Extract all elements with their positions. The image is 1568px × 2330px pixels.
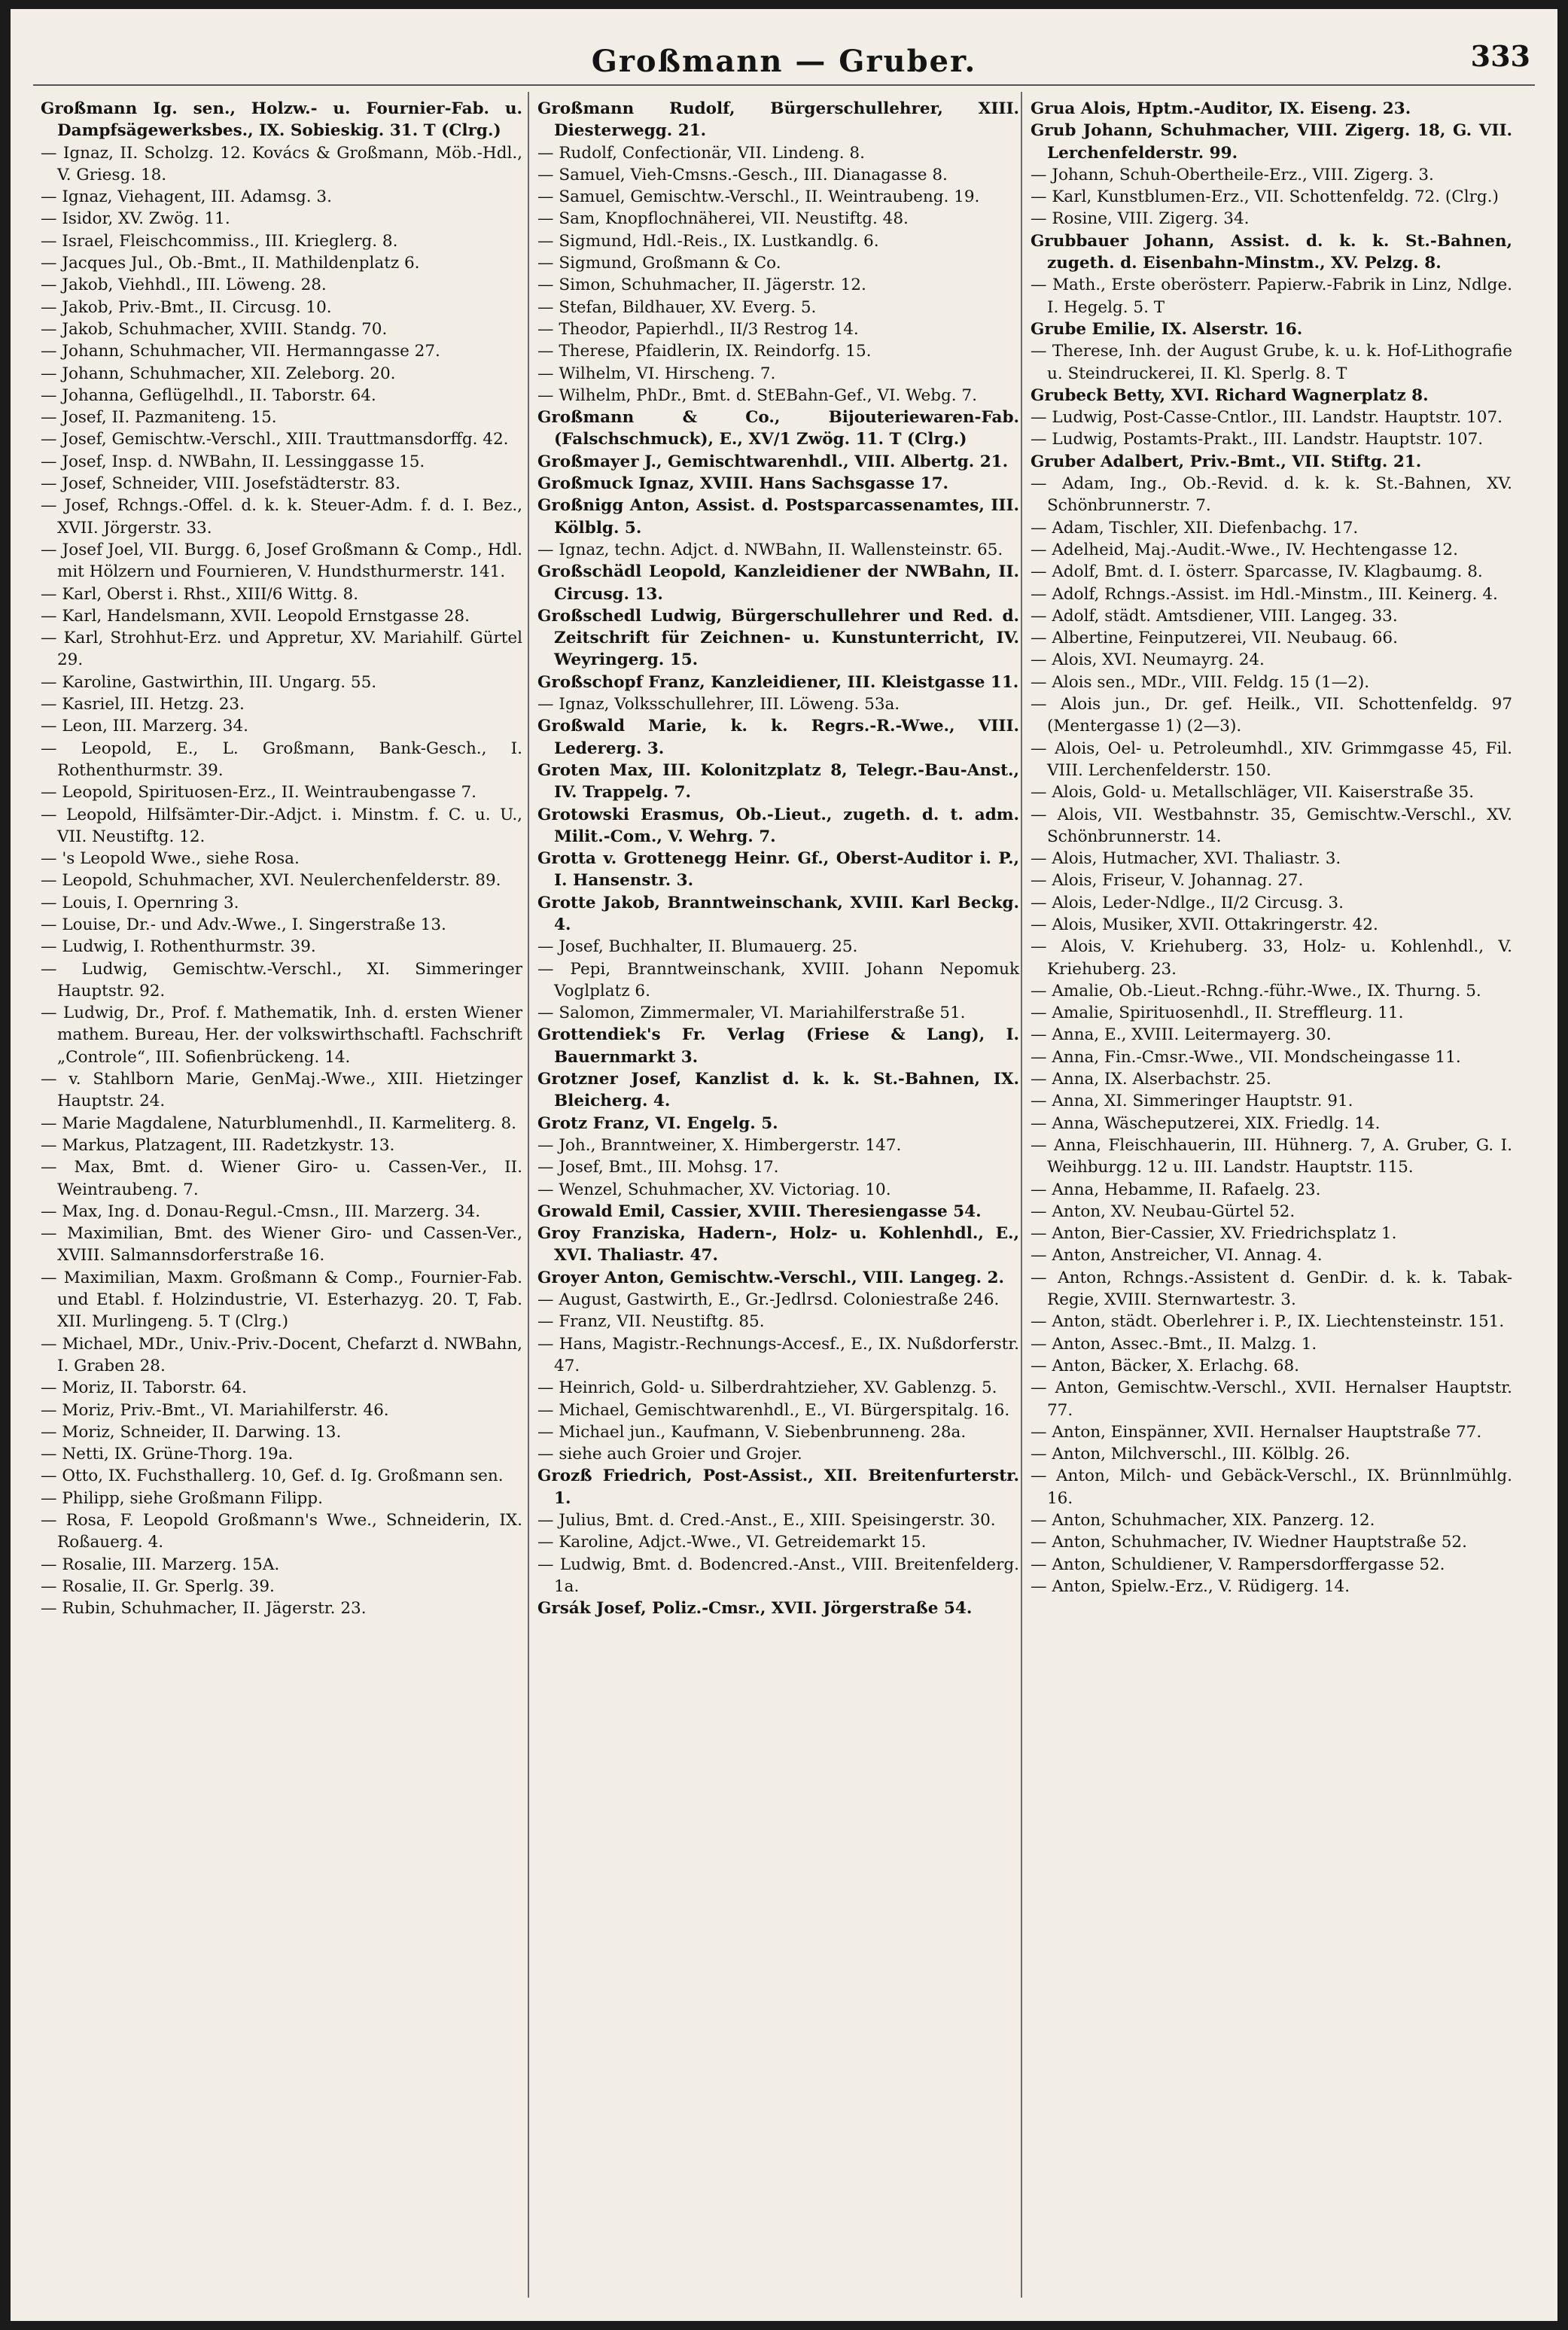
directory-entry: — Albertine, Feinputzerei, VII. Neubaug. 66.	[1031, 629, 1398, 648]
directory-entry: — Sam, Knopflochnäherei, VII. Neustiftg. 48.	[537, 209, 909, 229]
directory-entry: Groten Max, III. Kolonitzplatz 8, Telegr.-Bau-Anst., IV. Trappelg. 7.	[537, 760, 1019, 803]
directory-entry: Grsák Josef, Poliz.-Cmsr., XVII. Jörgerstraße 54.	[537, 1599, 973, 1619]
directory-entry: Großmayer J., Gemischtwarenhdl., VIII. Albertg. 21.	[537, 452, 1009, 471]
page-number: 333	[1470, 39, 1530, 73]
page-header	[11, 39, 1557, 79]
directory-entry: — Anna, IX. Alserbachstr. 25.	[1031, 1070, 1271, 1089]
directory-entry: — Marie Magdalene, Naturblumenhdl., II. Karmeliterg. 8.	[41, 1113, 516, 1133]
directory-entry: Grotta v. Grottenegg Heinr. Gf., Oberst-Auditor i. P., I. Hansenstr. 3.	[537, 849, 1019, 891]
directory-entry: — Ignaz, Volksschullehrer, III. Löweng. 53a.	[537, 695, 900, 714]
directory-entry: Grozß Friedrich, Post-Assist., XII. Breitenfurterstr. 1.	[537, 1467, 1019, 1508]
directory-entry: — Anton, Assec.-Bmt., II. Malzg. 1.	[1031, 1334, 1317, 1354]
directory-entry: — Josef, Schneider, VIII. Josefstädterstr. 83.	[41, 474, 400, 494]
directory-entry: — Josef, Gemischtw.-Verschl., XIII. Trauttmansdorffg. 42.	[41, 430, 509, 449]
directory-entry: — Rosine, VIII. Zigerg. 34.	[1031, 209, 1250, 229]
directory-entry: Grottendiek's Fr. Verlag (Friese & Lang), I. Bauernmarkt 3.	[537, 1025, 1019, 1067]
directory-entry: — Alois jun., Dr. gef. Heilk., VII. Schottenfeldg. 97 (Mentergasse 1) (2—3).	[1031, 695, 1512, 736]
directory-entry: — Samuel, Vieh-Cmsns.-Gesch., III. Dianagasse 8.	[537, 165, 948, 184]
directory-entry: — 's Leopold Wwe., siehe Rosa.	[41, 849, 300, 869]
directory-entry: — Jakob, Viehhdl., III. Löweng. 28.	[41, 276, 327, 295]
directory-entry: — Anton, Bäcker, X. Erlachg. 68.	[1031, 1356, 1299, 1375]
directory-entry: Grube Emilie, IX. Alserstr. 16.	[1031, 319, 1303, 339]
directory-entry: Großnigg Anton, Assist. d. Postsparcassenamtes, III. Kölblg. 5.	[537, 496, 1019, 538]
directory-entry: — Amalie, Spirituosenhdl., II. Streffleurg. 11.	[1031, 1004, 1404, 1023]
directory-entry: — Julius, Bmt. d. Cred.-Anst., E., XIII. Speisingerstr. 30.	[537, 1511, 996, 1530]
directory-entry: — Alois, V. Kriehuberg. 33, Holz- u. Kohlenhdl., V. Kriehuberg. 23.	[1031, 937, 1512, 979]
directory-entry: — Joh., Branntweiner, X. Himbergerstr. 147.	[537, 1135, 902, 1155]
directory-entry: — Wilhelm, PhDr., Bmt. d. StEBahn-Gef., VI. Webg. 7.	[537, 385, 977, 405]
directory-entry: — Ignaz, II. Scholzg. 12. Kovács & Großmann, Möb.-Hdl., V. Griesg. 18.	[41, 143, 522, 184]
directory-entry: — Leopold, Hilfsämter-Dir.-Adjct. i. Minstm. f. C. u. U., VII. Neustiftg. 12.	[41, 805, 522, 846]
directory-entry: — siehe auch Groier und Grojer.	[537, 1445, 802, 1464]
directory-entry: — Louise, Dr.- und Adv.-Wwe., I. Singerstraße 13.	[41, 915, 446, 934]
column-right	[1031, 98, 1512, 1597]
header-rule	[33, 84, 1535, 86]
directory-entry: — Alois, Gold- u. Metallschläger, VII. Kaiserstraße 35.	[1031, 783, 1475, 803]
directory-entry: — Michael jun., Kaufmann, V. Siebenbrunneng. 28a.	[537, 1422, 967, 1442]
directory-entry: — Anna, Hebamme, II. Rafaelg. 23.	[1031, 1180, 1321, 1199]
directory-entry: Grua Alois, Hptm.-Auditor, IX. Eiseng. 23.	[1031, 99, 1411, 118]
directory-entry: — Anna, Fin.-Cmsr.-Wwe., VII. Mondscheingasse 11.	[1031, 1047, 1461, 1067]
directory-entry: — Anna, E., XVIII. Leitermayerg. 30.	[1031, 1025, 1332, 1045]
directory-entry: — Rubin, Schuhmacher, II. Jägerstr. 23.	[41, 1599, 367, 1619]
directory-entry: — Leopold, E., L. Großmann, Bank-Gesch., I. Rothenthurmstr. 39.	[41, 739, 522, 780]
directory-page	[11, 9, 1557, 2321]
directory-entry: — Rosalie, III. Marzerg. 15A.	[41, 1555, 280, 1574]
directory-entry: — Karl, Kunstblumen-Erz., VII. Schottenfeldg. 72. (Clrg.)	[1031, 187, 1499, 207]
directory-entry: — Michael, MDr., Univ.-Priv.-Docent, Chefarzt d. NWBahn, I. Graben 28.	[41, 1334, 522, 1375]
directory-entry: — Adelheid, Maj.-Audit.-Wwe., IV. Hechtengasse 12.	[1031, 540, 1458, 559]
directory-entry: — Ignaz, Viehagent, III. Adamsg. 3.	[41, 187, 332, 207]
directory-entry: — Moriz, II. Taborstr. 64.	[41, 1378, 248, 1398]
directory-entry: — Anna, XI. Simmeringer Hauptstr. 91.	[1031, 1092, 1353, 1111]
directory-entry: — Alois, XVI. Neumayrg. 24.	[1031, 650, 1265, 670]
directory-entry: — Ludwig, Post-Casse-Cntlor., III. Landstr. Hauptstr. 107.	[1031, 408, 1503, 428]
directory-entry: — Josef, Rchngs.-Offel. d. k. k. Steuer-Adm. f. d. I. Bez., XVII. Jörgerstr. 33.	[41, 496, 522, 538]
directory-entry: — Karl, Strohhut-Erz. und Appretur, XV. Mariahilf. Gürtel 29.	[41, 629, 522, 670]
directory-entry: — Maximilian, Bmt. des Wiener Giro- und Cassen-Ver., XVIII. Salmannsdorferstraße 16.	[41, 1224, 522, 1266]
directory-entry: — Karl, Handelsmann, XVII. Leopold Ernstgasse 28.	[41, 606, 470, 626]
directory-entry: — Anton, XV. Neubau-Gürtel 52.	[1031, 1202, 1296, 1221]
directory-entry: — Anton, Milchverschl., III. Kölblg. 26.	[1031, 1445, 1350, 1464]
directory-entry: — Johann, Schuhmacher, VII. Hermanngasse 27.	[41, 342, 440, 361]
directory-entry: — Karoline, Gastwirthin, III. Ungarg. 55.	[41, 672, 377, 692]
directory-entry: — Max, Bmt. d. Wiener Giro- u. Cassen-Ver., II. Weintraubeng. 7.	[41, 1158, 522, 1199]
directory-entry: — Jakob, Priv.-Bmt., II. Circusg. 10.	[41, 297, 332, 317]
directory-entry: — Anton, Bier-Cassier, XV. Friedrichsplatz 1.	[1031, 1224, 1397, 1244]
directory-entry: — Amalie, Ob.-Lieut.-Rchng.-führ.-Wwe., IX. Thurng. 5.	[1031, 981, 1481, 1001]
directory-entry: — Adolf, Rchngs.-Assist. im Hdl.-Minstm., III. Keinerg. 4.	[1031, 584, 1498, 604]
directory-entry: — Anna, Fleischhauerin, III. Hühnerg. 7, A. Gruber, G. I. Weihburgg. 12 u. III. Landstr. Hauptstr. 115.	[1031, 1135, 1512, 1177]
column-divider	[1021, 92, 1022, 2298]
directory-entry: — Rosa, F. Leopold Großmann's Wwe., Schneiderin, IX. Roßauerg. 4.	[41, 1511, 522, 1552]
directory-entry: — Rudolf, Confectionär, VII. Lindeng. 8.	[537, 143, 865, 163]
directory-entry: — Markus, Platzagent, III. Radetzkystr. 13.	[41, 1135, 395, 1155]
directory-entry: — Stefan, Bildhauer, XV. Everg. 5.	[537, 297, 817, 317]
directory-entry: Großschädl Leopold, Kanzleidiener der NWBahn, II. Circusg. 13.	[537, 562, 1019, 604]
directory-entry: — Kasriel, III. Hetzg. 23.	[41, 695, 245, 714]
directory-entry: — Samuel, Gemischtw.-Verschl., II. Weintraubeng. 19.	[537, 187, 980, 207]
directory-entry: — Therese, Pfaidlerin, IX. Reindorfg. 15.	[537, 342, 872, 361]
directory-entry: — Otto, IX. Fuchsthallerg. 10, Gef. d. Ig. Großmann sen.	[41, 1467, 504, 1486]
directory-entry: — Hans, Magistr.-Rechnungs-Accesf., E., IX. Nußdorferstr. 47.	[537, 1334, 1019, 1375]
directory-entry: — Anton, städt. Oberlehrer i. P., IX. Liechtensteinstr. 151.	[1031, 1312, 1505, 1332]
directory-entry: — Adolf, städt. Amtsdiener, VIII. Langeg. 33.	[1031, 606, 1398, 626]
directory-entry: Grub Johann, Schuhmacher, VIII. Zigerg. 18, G. VII. Lerchenfelderstr. 99.	[1031, 121, 1512, 163]
directory-entry: — Simon, Schuhmacher, II. Jägerstr. 12.	[537, 276, 866, 295]
directory-entry: Gruber Adalbert, Priv.-Bmt., VII. Stiftg. 21.	[1031, 452, 1422, 471]
directory-entry: Grotzner Josef, Kanzlist d. k. k. St.-Bahnen, IX. Bleicherg. 4.	[537, 1070, 1019, 1111]
directory-entry: — Alois, Leder-Ndlge., II/2 Circusg. 3.	[1031, 893, 1344, 912]
directory-entry: — Maximilian, Maxm. Großmann & Comp., Fournier-Fab. und Etabl. f. Holzindustrie, VI. Esterhazyg. 20. T, Fab. XII. Murlingeng. 5. T (Clrg.)	[41, 1268, 522, 1332]
directory-entry: — Johann, Schuh-Obertheile-Erz., VIII. Zigerg. 3.	[1031, 165, 1434, 184]
running-title: Großmann — Gruber.	[591, 44, 977, 79]
directory-entry: — Leopold, Schuhmacher, XVI. Neulerchenfelderstr. 89.	[41, 871, 501, 891]
directory-entry: — Anton, Spielw.-Erz., V. Rüdigerg. 14.	[1031, 1576, 1350, 1596]
directory-entry: — Alois, Musiker, XVII. Ottakringerstr. 42.	[1031, 915, 1378, 934]
directory-entry: — Alois, Friseur, V. Johannag. 27.	[1031, 871, 1304, 891]
directory-entry: — Anton, Schuhmacher, XIX. Panzerg. 12.	[1031, 1511, 1375, 1530]
directory-entry: — Anton, Einspänner, XVII. Hernalser Hauptstraße 77.	[1031, 1422, 1482, 1442]
directory-entry: Grubeck Betty, XVI. Richard Wagnerplatz 8.	[1031, 385, 1429, 405]
column-middle	[537, 98, 1019, 1619]
directory-entry: — Johann, Schuhmacher, XII. Zeleborg. 20.	[41, 364, 396, 383]
directory-entry: — Michael, Gemischtwarenhdl., E., VI. Bürgerspitalg. 16.	[537, 1400, 1010, 1420]
directory-entry: — Sigmund, Hdl.-Reis., IX. Lustkandlg. 6.	[537, 231, 879, 251]
directory-entry: — Josef Joel, VII. Burgg. 6, Josef Großmann & Comp., Hdl. mit Hölzern und Fournieren, V. Hundsthurmerstr. 141.	[41, 540, 522, 582]
directory-entry: — Max, Ing. d. Donau-Regul.-Cmsn., III. Marzerg. 34.	[41, 1202, 481, 1221]
directory-entry: — Louis, I. Opernring 3.	[41, 893, 239, 912]
directory-entry: — Heinrich, Gold- u. Silberdrahtzieher, XV. Gablenzg. 5.	[537, 1378, 997, 1398]
directory-entry: — Anton, Gemischtw.-Verschl., XVII. Hernalser Hauptstr. 77.	[1031, 1378, 1512, 1420]
directory-entry: — Jakob, Schuhmacher, XVIII. Standg. 70.	[41, 319, 388, 339]
directory-entry: Großschopf Franz, Kanzleidiener, III. Kleistgasse 11.	[537, 672, 1019, 692]
directory-entry: Großschedl Ludwig, Bürgerschullehrer und Red. d. Zeitschrift für Zeichnen- u. Kunstunterricht, IV. Weyringerg. 15.	[537, 606, 1019, 670]
directory-entry: — Ludwig, I. Rothenthurmstr. 39.	[41, 937, 316, 957]
directory-entry: — Philipp, siehe Großmann Filipp.	[41, 1488, 323, 1508]
directory-entry: — Isidor, XV. Zwög. 11.	[41, 209, 230, 229]
directory-entry: — Israel, Fleischcommiss., III. Krieglerg. 8.	[41, 231, 398, 251]
directory-entry: — Karoline, Adjct.-Wwe., VI. Getreidemarkt 15.	[537, 1533, 927, 1552]
directory-entry: — Moriz, Schneider, II. Darwing. 13.	[41, 1422, 342, 1442]
directory-entry: — Jacques Jul., Ob.-Bmt., II. Mathildenplatz 6.	[41, 254, 420, 273]
directory-entry: Großmuck Ignaz, XVIII. Hans Sachsgasse 17.	[537, 474, 949, 494]
directory-entry: — Alois, VII. Westbahnstr. 35, Gemischtw.-Verschl., XV. Schönbrunnerstr. 14.	[1031, 805, 1512, 846]
directory-entry: — Ignaz, techn. Adjct. d. NWBahn, II. Wallensteinstr. 65.	[537, 540, 1003, 559]
directory-entry: Grotte Jakob, Branntweinschank, XVIII. Karl Beckg. 4.	[537, 893, 1019, 934]
directory-entry: — Wilhelm, VI. Hirscheng. 7.	[537, 364, 776, 383]
directory-entry: — Pepi, Branntweinschank, XVIII. Johann Nepomuk Voglplatz 6.	[537, 959, 1019, 1001]
column-divider	[528, 92, 529, 2298]
directory-entry: Groy Franziska, Hadern-, Holz- u. Kohlenhdl., E., XVI. Thaliastr. 47.	[537, 1224, 1019, 1266]
directory-entry: Großwald Marie, k. k. Regrs.-R.-Wwe., VIII. Ledererg. 3.	[537, 717, 1019, 758]
directory-entry: — Anton, Rchngs.-Assistent d. GenDir. d. k. k. Tabak-Regie, XVIII. Sternwartestr. 3.	[1031, 1268, 1512, 1310]
column-left	[41, 98, 522, 1619]
directory-entry: — Theodor, Papierhdl., II/3 Restrog 14.	[537, 319, 859, 339]
directory-entry: — Franz, VII. Neustiftg. 85.	[537, 1312, 765, 1332]
directory-entry: — Anton, Schuhmacher, IV. Wiedner Hauptstraße 52.	[1031, 1533, 1467, 1552]
directory-entry: Groyer Anton, Gemischtw.-Verschl., VIII. Langeg. 2.	[537, 1268, 1004, 1287]
directory-entry: — Wenzel, Schuhmacher, XV. Victoriag. 10.	[537, 1180, 891, 1199]
directory-entry: — Alois sen., MDr., VIII. Feldg. 15 (1—2).	[1031, 672, 1370, 692]
directory-entry: — Salomon, Zimmermaler, VI. Mariahilferstraße 51.	[537, 1004, 966, 1023]
directory-entry: Growald Emil, Cassier, XVIII. Theresiengasse 54.	[537, 1202, 982, 1221]
directory-entry: — August, Gastwirth, E., Gr.-Jedlrsd. Coloniestraße 246.	[537, 1290, 1000, 1310]
directory-entry: Großmann Ig. sen., Holzw.- u. Fournier-Fab. u. Dampfsägewerksbes., IX. Sobieskig. 31. T (Clrg.)	[41, 99, 522, 141]
directory-entry: — Leon, III. Marzerg. 34.	[41, 717, 249, 736]
directory-entry: — Netti, IX. Grüne-Thorg. 19a.	[41, 1445, 294, 1464]
directory-entry: — Anton, Schuldiener, V. Rampersdorffergasse 52.	[1031, 1555, 1445, 1574]
directory-entry: — Anton, Anstreicher, VI. Annag. 4.	[1031, 1246, 1323, 1266]
directory-entry: Grubbauer Johann, Assist. d. k. k. St.-Bahnen, zugeth. d. Eisenbahn-Minstm., XV. Pelzg. 8.	[1031, 231, 1512, 273]
directory-entry: — Alois, Oel- u. Petroleumhdl., XIV. Grimmgasse 45, Fil. VIII. Lerchenfelderstr. 150.	[1031, 739, 1512, 780]
directory-entry: — Moriz, Priv.-Bmt., VI. Mariahilferstr. 46.	[41, 1400, 389, 1420]
directory-entry: — Ludwig, Postamts-Prakt., III. Landstr. Hauptstr. 107.	[1031, 430, 1484, 449]
directory-entry: — Leopold, Spirituosen-Erz., II. Weintraubengasse 7.	[41, 783, 476, 803]
directory-entry: — Adam, Tischler, XII. Diefenbachg. 17.	[1031, 518, 1359, 538]
directory-entry: — Math., Erste oberösterr. Papierw.-Fabrik in Linz, Ndlge. I. Hegelg. 5. T	[1031, 276, 1512, 317]
directory-entry: — Alois, Hutmacher, XVI. Thaliastr. 3.	[1031, 849, 1341, 869]
directory-entry: — Josef, II. Pazmaniteng. 15.	[41, 408, 277, 428]
directory-entry: — Anna, Wäscheputzerei, XIX. Friedlg. 14.	[1031, 1113, 1381, 1133]
directory-entry: Großmann & Co., Bijouteriewaren-Fab. (Falschschmuck), E., XV/1 Zwög. 11. T (Clrg.)	[537, 408, 1019, 449]
directory-entry: — Anton, Milch- und Gebäck-Verschl., IX. Brünnlmühlg. 16.	[1031, 1467, 1512, 1508]
directory-entry: — Ludwig, Dr., Prof. f. Mathematik, Inh. d. ersten Wiener mathem. Bureau, Her. der volkswirthschaftl. Fachschrift „Controle“, III. Sofienbrückeng. 14.	[41, 1004, 522, 1067]
directory-entry: — Josef, Buchhalter, II. Blumauerg. 25.	[537, 937, 858, 957]
directory-entry: Großmann Rudolf, Bürgerschullehrer, XIII. Diesterwegg. 21.	[537, 99, 1019, 141]
directory-entry: — Josef, Bmt., III. Mohsg. 17.	[537, 1158, 779, 1177]
directory-entry: — Ludwig, Bmt. d. Bodencred.-Anst., VIII. Breitenfelderg. 1a.	[537, 1555, 1019, 1596]
directory-entry: — Therese, Inh. der August Grube, k. u. k. Hof-Lithografie u. Steindruckerei, II. Kl. Sperlg. 8. T	[1031, 342, 1512, 383]
directory-entry: — Adolf, Bmt. d. I. österr. Sparcasse, IV. Klagbaumg. 8.	[1031, 562, 1483, 582]
directory-entry: — Karl, Oberst i. Rhst., XIII/6 Wittg. 8.	[41, 584, 359, 604]
directory-entry: Grotowski Erasmus, Ob.-Lieut., zugeth. d. t. adm. Milit.-Com., V. Wehrg. 7.	[537, 805, 1019, 846]
directory-entry: — Ludwig, Gemischtw.-Verschl., XI. Simmeringer Hauptstr. 92.	[41, 959, 522, 1001]
directory-entry: — Rosalie, II. Gr. Sperlg. 39.	[41, 1576, 275, 1596]
directory-entry: — Josef, Insp. d. NWBahn, II. Lessinggasse 15.	[41, 452, 425, 471]
directory-entry: — v. Stahlborn Marie, GenMaj.-Wwe., XIII. Hietzinger Hauptstr. 24.	[41, 1070, 522, 1111]
directory-entry: Grotz Franz, VI. Engelg. 5.	[537, 1113, 778, 1133]
directory-entry: — Sigmund, Großmann & Co.	[537, 254, 781, 273]
directory-entry: — Adam, Ing., Ob.-Revid. d. k. k. St.-Bahnen, XV. Schönbrunnerstr. 7.	[1031, 474, 1512, 516]
directory-entry: — Johanna, Geflügelhdl., II. Taborstr. 64.	[41, 385, 376, 405]
